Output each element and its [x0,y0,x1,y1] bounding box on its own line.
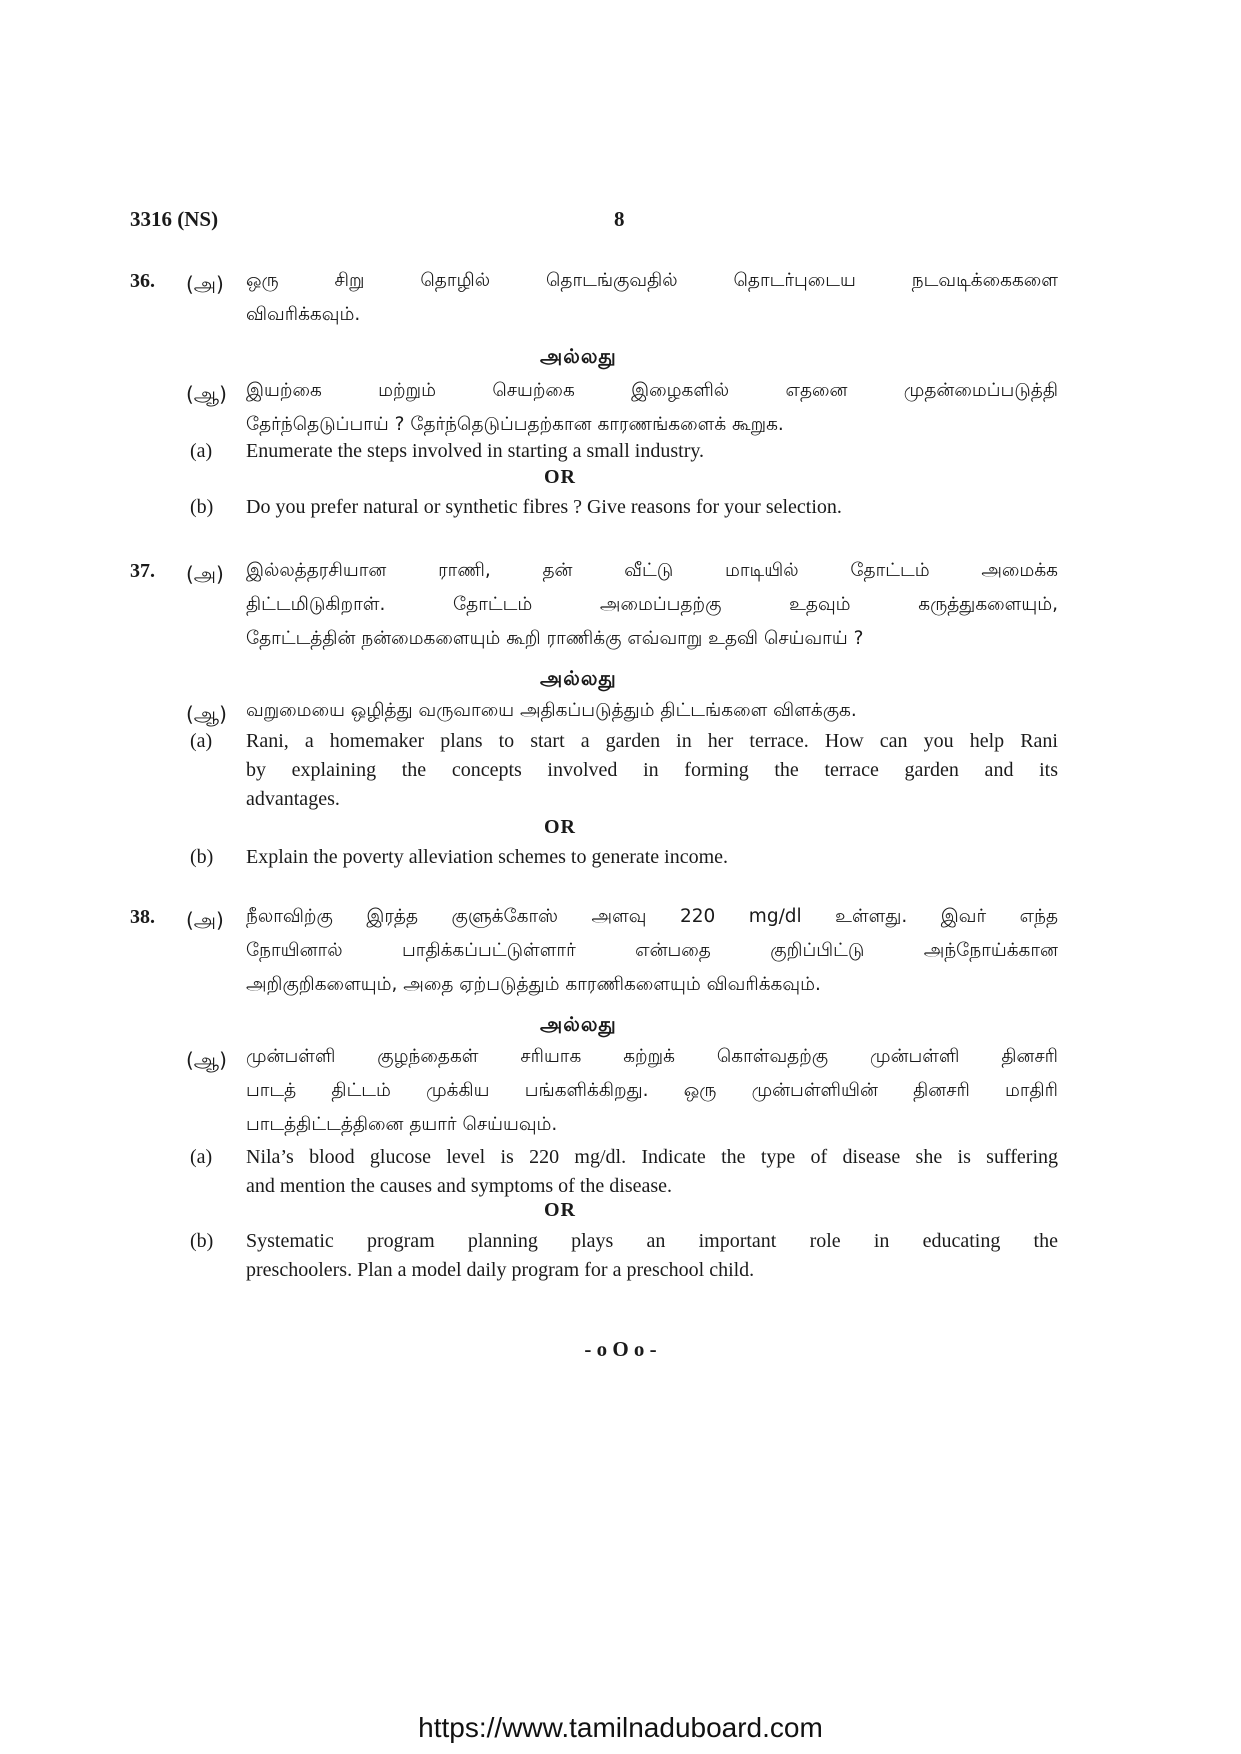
end-of-paper-mark: - o O o - [584,1337,657,1361]
tamil-b-line: முன்பள்ளி குழந்தைகள் சரியாக கற்றுக் கொள்வதற்கு முன்பள்ளி தினசரி [246,1046,1058,1067]
english-or: OR [544,816,576,838]
english-a-line: and mention the causes and symptoms of the disease. [246,1175,673,1197]
question-number: 36. [130,270,155,292]
english-a-label: (a) [190,440,213,462]
tamil-a-line: விவரிக்கவும். [246,304,361,325]
english-a-line: advantages. [246,788,340,810]
tamil-or: அல்லது [540,1012,617,1036]
tamil-or: அல்லது [540,666,617,690]
footer-url: https://www.tamilnaduboard.com [418,1712,823,1743]
tamil-b-label: (ஆ) [186,382,227,406]
tamil-b-line: வறுமையை ஒழித்து வருவாயை அதிகப்படுத்தும் திட்டங்களை விளக்குக. [246,700,857,721]
page-number: 8 [614,207,625,231]
tamil-or: அல்லது [540,344,617,368]
english-b-line: Systematic program planning plays an important role in educating the [246,1230,1058,1252]
english-b-line: Do you prefer natural or synthetic fibres ? Give reasons for your selection. [246,496,842,518]
english-b-label: (b) [190,1230,214,1252]
english-a-line: Nila’s blood glucose level is 220 mg/dl. Indicate the type of disease she is suffering [246,1146,1058,1168]
tamil-a-label: (அ) [186,908,224,932]
english-a-line: Rani, a homemaker plans to start a garden in her terrace. How can you help Rani [246,730,1058,752]
tamil-b-line: தேர்ந்தெடுப்பாய் ? தேர்ந்தெடுப்பதற்கான காரணங்களைக் கூறுக. [246,414,784,435]
tamil-b-line: பாடத் திட்டம் முக்கிய பங்களிக்கிறது. ஒரு முன்பள்ளியின் தினசரி மாதிரி [246,1080,1058,1101]
tamil-b-line: பாடத்திட்டத்தினை தயார் செய்யவும். [246,1114,558,1135]
tamil-a-line: அறிகுறிகளையும், அதை ஏற்படுத்தும் காரணிகளையும் விவரிக்கவும். [246,974,821,995]
tamil-b-line: இயற்கை மற்றும் செயற்கை இழைகளில் எதனை முதன்மைப்படுத்தி [246,380,1058,401]
tamil-a-label: (அ) [186,562,224,586]
tamil-a-label: (அ) [186,272,224,296]
english-b-label: (b) [190,496,214,518]
tamil-a-line: ஒரு சிறு தொழில் தொடங்குவதில் தொடர்புடைய நடவடிக்கைகளை [246,270,1058,291]
english-a-label: (a) [190,1146,213,1168]
english-b-label: (b) [190,846,214,868]
paper-code: 3316 (NS) [130,207,219,231]
english-b-line: Explain the poverty alleviation schemes to generate income. [246,846,729,868]
tamil-a-line: திட்டமிடுகிறாள். தோட்டம் அமைப்பதற்கு உதவும் கருத்துகளையும், [246,594,1058,615]
tamil-b-label: (ஆ) [186,1048,227,1072]
tamil-a-line: தோட்டத்தின் நன்மைகளையும் கூறி ராணிக்கு எவ்வாறு உதவி செய்வாய் ? [246,628,864,649]
question-number: 37. [130,560,155,582]
english-a-label: (a) [190,730,213,752]
tamil-b-label: (ஆ) [186,702,227,726]
tamil-a-line: இல்லத்தரசியான ராணி, தன் வீட்டு மாடியில் தோட்டம் அமைக்க [246,560,1058,581]
english-a-line: Enumerate the steps involved in starting a small industry. [246,440,705,462]
english-or: OR [544,1199,576,1221]
tamil-a-line: நோயினால் பாதிக்கப்பட்டுள்ளார் என்பதை குறிப்பிட்டு அந்நோய்க்கான [246,940,1058,961]
tamil-a-line: நீலாவிற்கு இரத்த குளுக்கோஸ் அளவு 220 mg/dl உள்ளது. இவர் எந்த [246,906,1058,927]
question-number: 38. [130,906,155,928]
english-or: OR [544,466,576,488]
english-a-line: by explaining the concepts involved in forming the terrace garden and its [246,759,1058,781]
english-b-line: preschoolers. Plan a model daily program for a preschool child. [246,1259,755,1281]
